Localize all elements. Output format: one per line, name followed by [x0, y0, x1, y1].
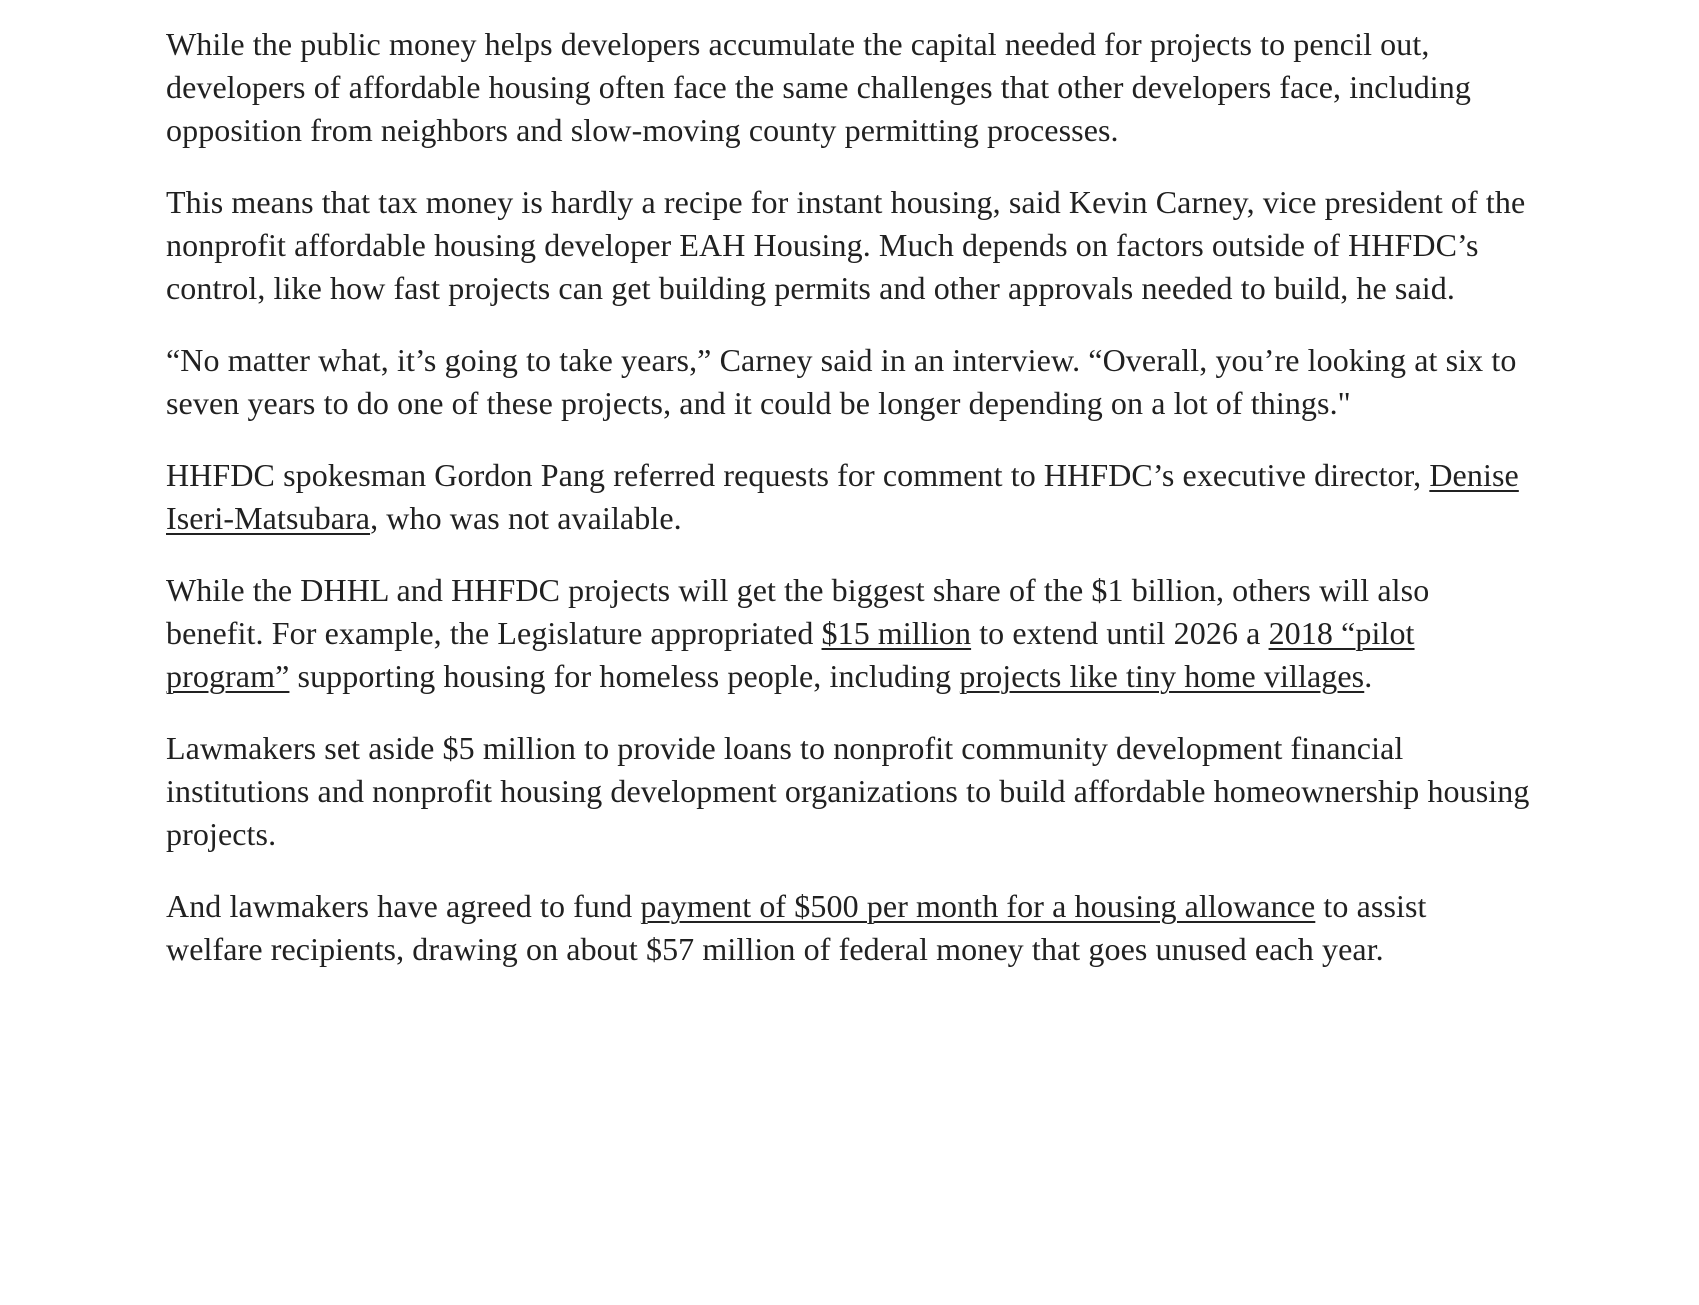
article-paragraph	[166, 885, 1531, 971]
article-paragraph	[166, 569, 1531, 698]
link-15-million[interactable]: $15 million	[821, 615, 972, 651]
paragraph-text: This means that tax money is hardly a recipe for instant housing, said Kevin Carney, vice president of the nonprofit affordable housing developer EAH Housing. Much depends on factors outside of HHFDC’s control, like how fast projects can get building permits and other approvals needed to build, he said.	[166, 184, 1526, 306]
article-paragraph	[166, 181, 1531, 310]
paragraph-text: Lawmakers set aside $5 million to provide loans to nonprofit community development financial institutions and nonprofit housing development organizations to build affordable homeownership housing projects.	[166, 730, 1530, 852]
article-paragraph	[166, 339, 1531, 425]
link-denise-iseri-matsubara[interactable]: Denise Iseri-Matsubara	[166, 457, 1519, 536]
paragraph-text: While the public money helps developers accumulate the capital needed for projects to pencil out, developers of affordable housing often face the same challenges that other developers face, including opposition from neighbors and slow-moving county permitting processes.	[166, 26, 1471, 148]
paragraph-text: supporting housing for homeless people, including	[289, 658, 960, 694]
article-paragraph	[166, 454, 1531, 540]
article-paragraph	[166, 727, 1531, 856]
paragraph-text: , who was not available.	[370, 500, 682, 536]
paragraph-text: “No matter what, it’s going to take years,” Carney said in an interview. “Overall, you’re looking at six to seven years to do one of these projects, and it could be longer depending on a lot of things."	[166, 342, 1517, 421]
link-tiny-home-villages[interactable]: projects like tiny home villages	[959, 658, 1365, 694]
paragraph-text: .	[1364, 658, 1373, 694]
paragraph-text: HHFDC spokesman Gordon Pang referred requests for comment to HHFDC’s executive director,	[166, 457, 1430, 493]
link-housing-allowance-payment[interactable]: payment of $500 per month for a housing allowance	[640, 888, 1316, 924]
article-paragraph	[166, 23, 1531, 152]
paragraph-text: to assist welfare recipients, drawing on about $57 million of federal money that goes unused each year.	[166, 888, 1427, 967]
paragraph-text: And lawmakers have agreed to fund	[166, 888, 641, 924]
paragraph-text: to extend until 2026 a	[971, 615, 1269, 651]
paragraph-text: While the DHHL and HHFDC projects will get the biggest share of the $1 billion, others will also benefit. For example, the Legislature appropriated	[166, 572, 1430, 651]
link-2018-pilot-program[interactable]: 2018 “pilot program”	[166, 615, 1415, 694]
